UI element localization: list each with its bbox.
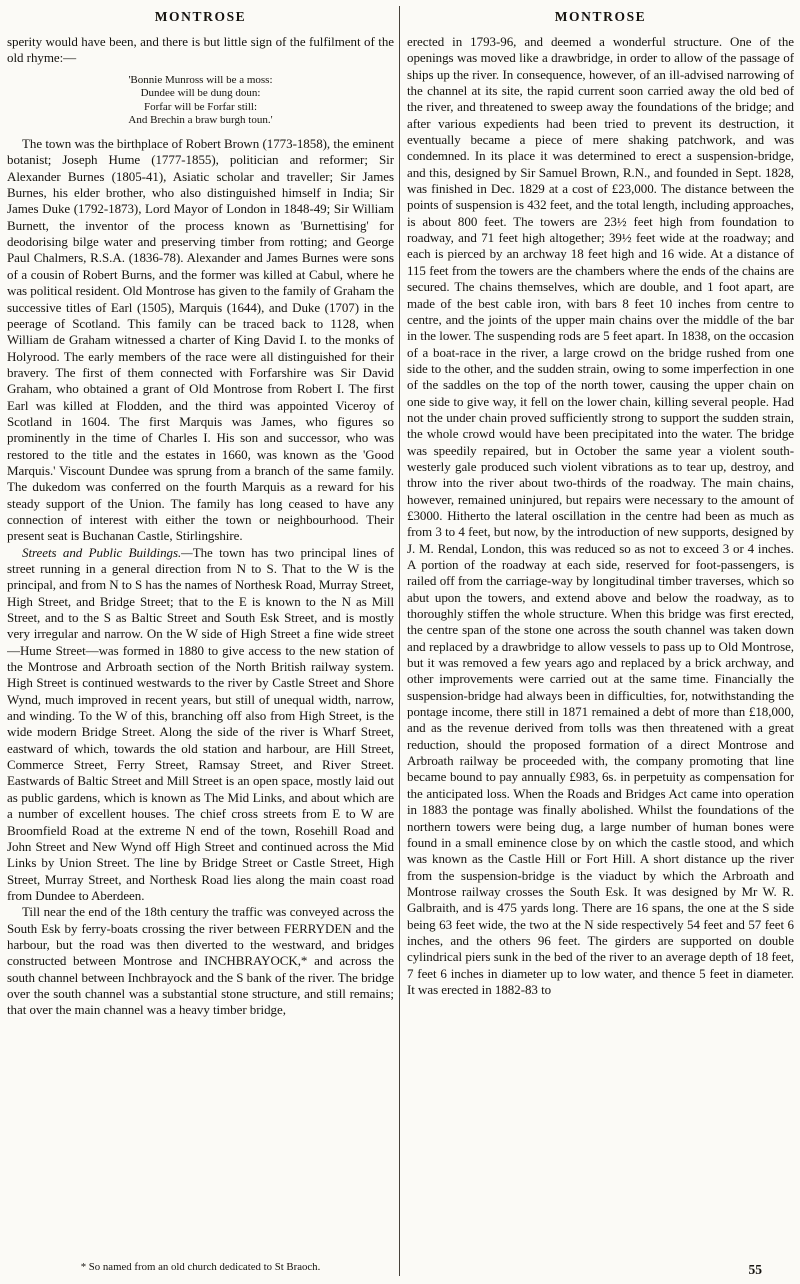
poem-line: 'Bonnie Munross will be a moss: [128,73,273,86]
poem-line: And Brechin a braw burgh toun.' [128,114,273,127]
paragraph-biography: The town was the birthplace of Robert Brown (1773-1858), the eminent botanist; Joseph Hume (1777-1855), politician and reformer; Sir Alexander Burnes (1805-41), Asiatic scholar and traveller; Sir James Burnes, his elder brother, who also distinguished himself in India; Sir James Duke (1792-1873), Lord Mayor of London in 1848-49; Sir William Burnett, the inventor of the process known as 'Burnettising' for deodorising bilge water and preserving timber from rotting; and George Paul Chalmers, R.S.A. (1836-78). Alexander and James Burnes were sons of a cousin of Robert Burns, and the former was killed at Cabul, where he was political resident. Old Montrose has given to the family of Graham the successive titles of Earl (1505), Marquis (1644), and Duke (1707) in the peerage of Scotland. This family can be traced back to 1128, when William de Graham witnessed a charter of King David I. to the monks of Holyrood. The early members of the race were all distinguished for their bravery. The first of them connected with Forfarshire was Sir David Graham, who obtained a grant of Old Montrose from Robert I. The first Earl was killed at Flodden, and the third was appointed Viceroy of Scotland in 1604. The first Marquis was James, who figures so prominently in the time of Charles I. His son and successor, who was restored to the title and the estates in 1660, was known as the 'Good Marquis.' Viscount Dundee was sprung from a branch of the same family. The dukedom was conferred on the fourth Marquis as a reward for his steady support of the Union. The family has long ceased to have any connection of interest with either the town or neighbourhood. Their present seat is Buchanan Castle, Stirlingshire. [7,136,394,544]
paragraph-rhyme-intro: sperity would have been, and there is but little sign of the fulfilment of the old rhyme:— [7,34,394,66]
footnote: * So named from an old church dedicated to St Braoch. [80,1261,321,1273]
left-column [7,0,394,1284]
page-number: 55 [748,1262,762,1277]
streets-section-lead: Streets and Public Buildings.— [22,544,193,560]
paragraph-bridge-history: erected in 1793-96, and deemed a wonderful structure. One of the openings was moved like a drawbridge, in order to allow of the passage of ships up the river. In consequence, however, of an ill-advised narrowing of the channel at its site, the rapid current soon carried away the old bed of the river, and threatened to sweep away the foundations of the bridge; and after various expedients had been tried to prevent its destruction, it eventually became a piece of mere shaking patchwork, and was condemned. In its place it was determined to erect a suspension-bridge, and this, designed by Sir Samuel Brown, R.N., and founded in Sept. 1828, was finished in Dec. 1829 at a cost of £23,000. The distance between the points of suspension is 432 feet, and the total length, including approaches, is about 800 feet. The towers are 23½ feet high from foundation to roadway, and 71 feet high altogether; 39½ feet wide at the roadway; and each is pierced by an archway 18 feet high and 16 wide. At a distance of 115 feet from the towers are the chambers where the ends of the chains are secured. The chains themselves, which are double, and 1 foot apart, are made of the best cable iron, with bars 8 feet 10 inches from centre to centre, and the joints of the upper main chains over the middle of the bar in the lower. The suspending rods are 5 feet apart. In 1838, on the occasion of a boat-race in the river, a large crowd on the bridge rushed from one side to the other, and the sudden strain, owing to some imperfection in one of the saddles on the top of the north tower, causing the upper chain on one side to give way, it fell on the lower chain, killing several people. Had not the under chain proved sufficiently strong to support the sudden strain, the whole crowd would have been precipitated into the water. The bridge was speedily repaired, but in October the same year a violent south-westerly gale produced such violent vibrations as to tear up, destroy, and throw into the river about two-thirds of the roadway. The main chains, however, remained uninjured, but repairs were necessary to the amount of £3000. Hitherto the lateral oscillation in the centre had been as much as from 3 to 4 feet, but now, by the introduction of new supports, designed by J. M. Rendal, London, this was reduced so as not to exceed 3 or 4 inches. A portion of the roadway at each side, reserved for foot-passengers, is railed off from the carriage-way by longitudinal timber traverses, which so abut upon the towers, and extend above and below the roadway, as to thoroughly stiffen the whole structure. When this bridge was first erected, the centre span of the stone one across the south channel was taken down and replaced by a drawbridge to allow vessels to pass up to Old Montrose, but it was removed a few years ago and replaced by a brick archway, and other improvements were carried out at the same time. Financially the suspension-bridge had always been in difficulties, for, notwithstanding the pontage income, there still in 1871 remained a debt of more than £18,000, and as the revenue derived from tolls was then threatened with a great reduction, should the proposed formation of a direct Montrose and Arbroath railway be proceeded with, the company promoting that line became bound to pay annually £983, 6s. in perpetuity as compensation for the anticipated loss. When the Roads and Bridges Act came into operation in 1883 the pontage was finally abolished. Whilst the foundations of the northern towers were being dug, a large number of human bones were found in a small eminence close by on which the castle stood, and which was known as the Castle Hill or Fort Hill. A short distance up the river from the suspension-bridge is the viaduct by which the Arbroath and Montrose railway crosses the South Esk. It was designed by Mr W. R. Galbraith, and is 475 yards long. There are 16 spans, the one at the S side being 63 feet wide, the two at the N side respectively 54 feet and 57 feet 6 inches, and the others 96 feet. The girders are supported on double cylindrical piers sunk in the bed of the river to an average depth of 18 feet, 7 feet 6 inches in diameter up to low water, and thence 5 feet in diameter. It was erected in 1882-83 to [407,34,794,997]
poem-line: Forfar will be Forfar still: [143,100,258,113]
paragraph-streets [7,545,394,905]
poem-line: Dundee will be dung doun: [140,87,261,100]
column-divider [399,6,400,1276]
paragraph-bridges: Till near the end of the 18th century the traffic was conveyed across the South Esk by ferry-boats crossing the river between FERRYDEN and the harbour, but the road was then diverted to the westward, and bridges constructed between Montrose and INCHBRAYOCK,* and across the south channel between Inchbrayock and the S bank of the river. The bridge over the south channel was a substantial stone structure, and still remains; that over the main channel was a heavy timber bridge, [7,904,394,1018]
poem-block [7,74,394,128]
streets-section-body: The town has two principal lines of street running in a general direction from N to S. That to the W is the principal, and from N to S has the names of Northesk Road, Murray Street, High Street, and Bridge Street; that to the E is known to the N as Mill Street, and to the S as Baltic Street and South Esk Street, and is mostly very irregular and narrow. On the W side of High Street a fine wide street—Hume Street—was formed in 1880 to give access to the new station of the Montrose and Arbroath section of the North British railway system. High Street is continued westwards to the river by Castle Street and Shore Wynd, much improved in recent years, but still of unequal width, narrow, and winding. To the W of this, branching off also from High Street, is the wide modern Bridge Street. Along the side of the river is Wharf Street, eastward of which, towards the old station and harbour, are Hill Street, Commerce Street, Ferry Street, Ramsay Street, and River Street. Eastwards of Baltic Street and Mill Street is an open space, mostly laid out as public gardens, which is known as The Mid Links, and about which are a number of excellent houses. The chief cross streets from E to W are Broomfield Road at the extreme N end of the town, Rosehill Road and John Street and New Wynd off High Street and continued across the Mid Links by Union Street. The line by Bridge Street or Castle Street, High Street, Murray Street, and Northesk Road lies along the main coast road from Dundee to Aberdeen. [7,544,394,903]
right-running-head: MONTROSE [554,9,647,24]
right-column [407,0,794,1284]
left-running-head: MONTROSE [154,9,247,24]
